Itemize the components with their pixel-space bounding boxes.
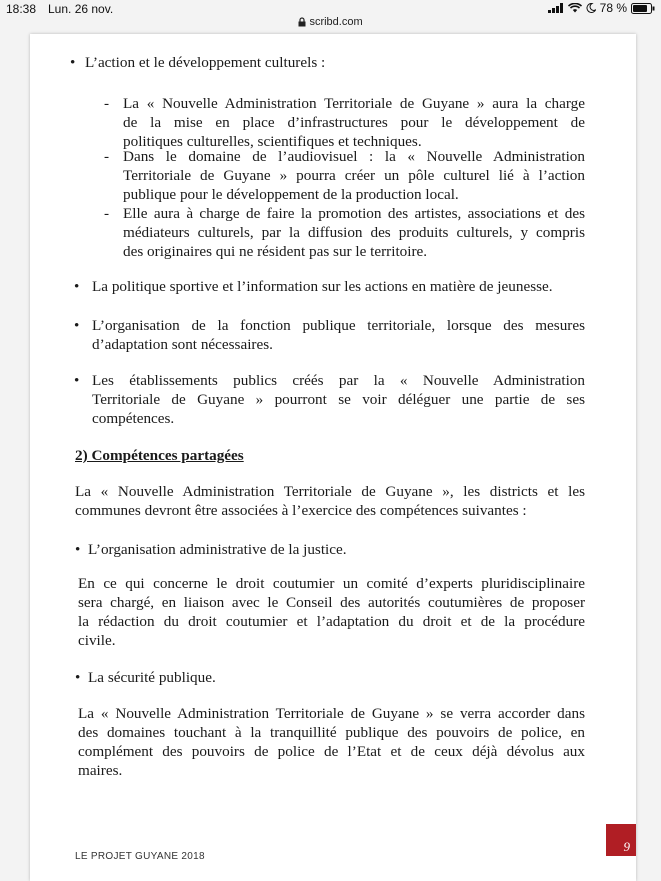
bullet-icon: • [74,278,80,295]
document-page [30,34,636,881]
clock: 18:38 [6,2,37,16]
status-bar [0,0,661,16]
date: Lun. 26 nov. [48,2,114,16]
dash-icon: - [104,205,110,222]
bullet-etablissements: Les établissements publics créés par la « Nouvelle Administration Territoriale de Guyane » pourront se voir déléguer une partie de ses compétences. [92,372,585,427]
status-icons [548,1,655,15]
bullet-icon: • [70,54,76,71]
justice-paragraph: En ce qui concerne le droit coutumier un comité d’experts pluridisciplinaire sera chargé, en liaison avec le Conseil des autorités coutumières de proposer la rédaction du droit coutumier et l’adaptation du droit et de la procédure civile. [78,575,585,649]
cellular-signal-icon [548,3,564,13]
moon-icon [586,3,596,13]
dash-icon: - [104,148,110,165]
bullet-icon: • [75,541,81,558]
bullet-icon: • [74,317,80,334]
battery-percent: 78 % [599,1,627,15]
dash-item-infrastructures: La « Nouvelle Administration Territoriale de Guyane » aura la charge de la mise en place d’infrastructures pour le développement de politiques culturelles, scientifiques et techniques. [123,95,585,150]
address-bar[interactable] [0,16,661,34]
dash-item-promotion: Elle aura à charge de faire la promotion des artistes, associations et des médiateurs culturels, par la diffusion des produits culturels, y compris des originaires qui ne résident pas sur le territoire. [123,205,585,260]
bullet-securite: La sécurité publique. [88,669,216,686]
url-text: scribd.com [309,16,363,29]
page-number: 9 [606,824,636,856]
intro-paragraph: La « Nouvelle Administration Territoriale de Guyane », les districts et les communes devront être associées à l’exercice des compétences suivantes : [75,483,585,519]
dash-icon: - [104,95,110,112]
page-footer: LE PROJET GUYANE 2018 [75,851,205,862]
battery-icon [631,3,655,14]
dash-item-audiovisuel: Dans le domaine de l’audiovisuel : la « Nouvelle Administration Territoriale de Guyane » pourra créer un pôle culturel lié à l’action publique pour le développement de la production local. [123,148,585,203]
bullet-justice: L’organisation administrative de la justice. [88,541,347,558]
wifi-icon [568,3,582,13]
section-heading: 2) Compétences partagées [75,447,244,464]
bullet-culture-label: L’action et le développement culturels : [85,54,326,71]
bullet-icon: • [75,669,81,686]
bullet-icon: • [74,372,80,389]
lock-icon [298,17,306,27]
document-content [30,34,636,881]
securite-paragraph: La « Nouvelle Administration Territoriale de Guyane » se verra accorder dans des domaines touchant à la tranquillité publique des pouvoirs de police, en complément des pouvoirs de police de l’Etat et de ceux déjà dévolus aux maires. [78,705,585,779]
bullet-sport: La politique sportive et l’information sur les actions en matière de jeunesse. [92,278,553,295]
bullet-fonction-publique: L’organisation de la fonction publique territoriale, lorsque des mesures d’adaptation sont nécessaires. [92,317,585,353]
